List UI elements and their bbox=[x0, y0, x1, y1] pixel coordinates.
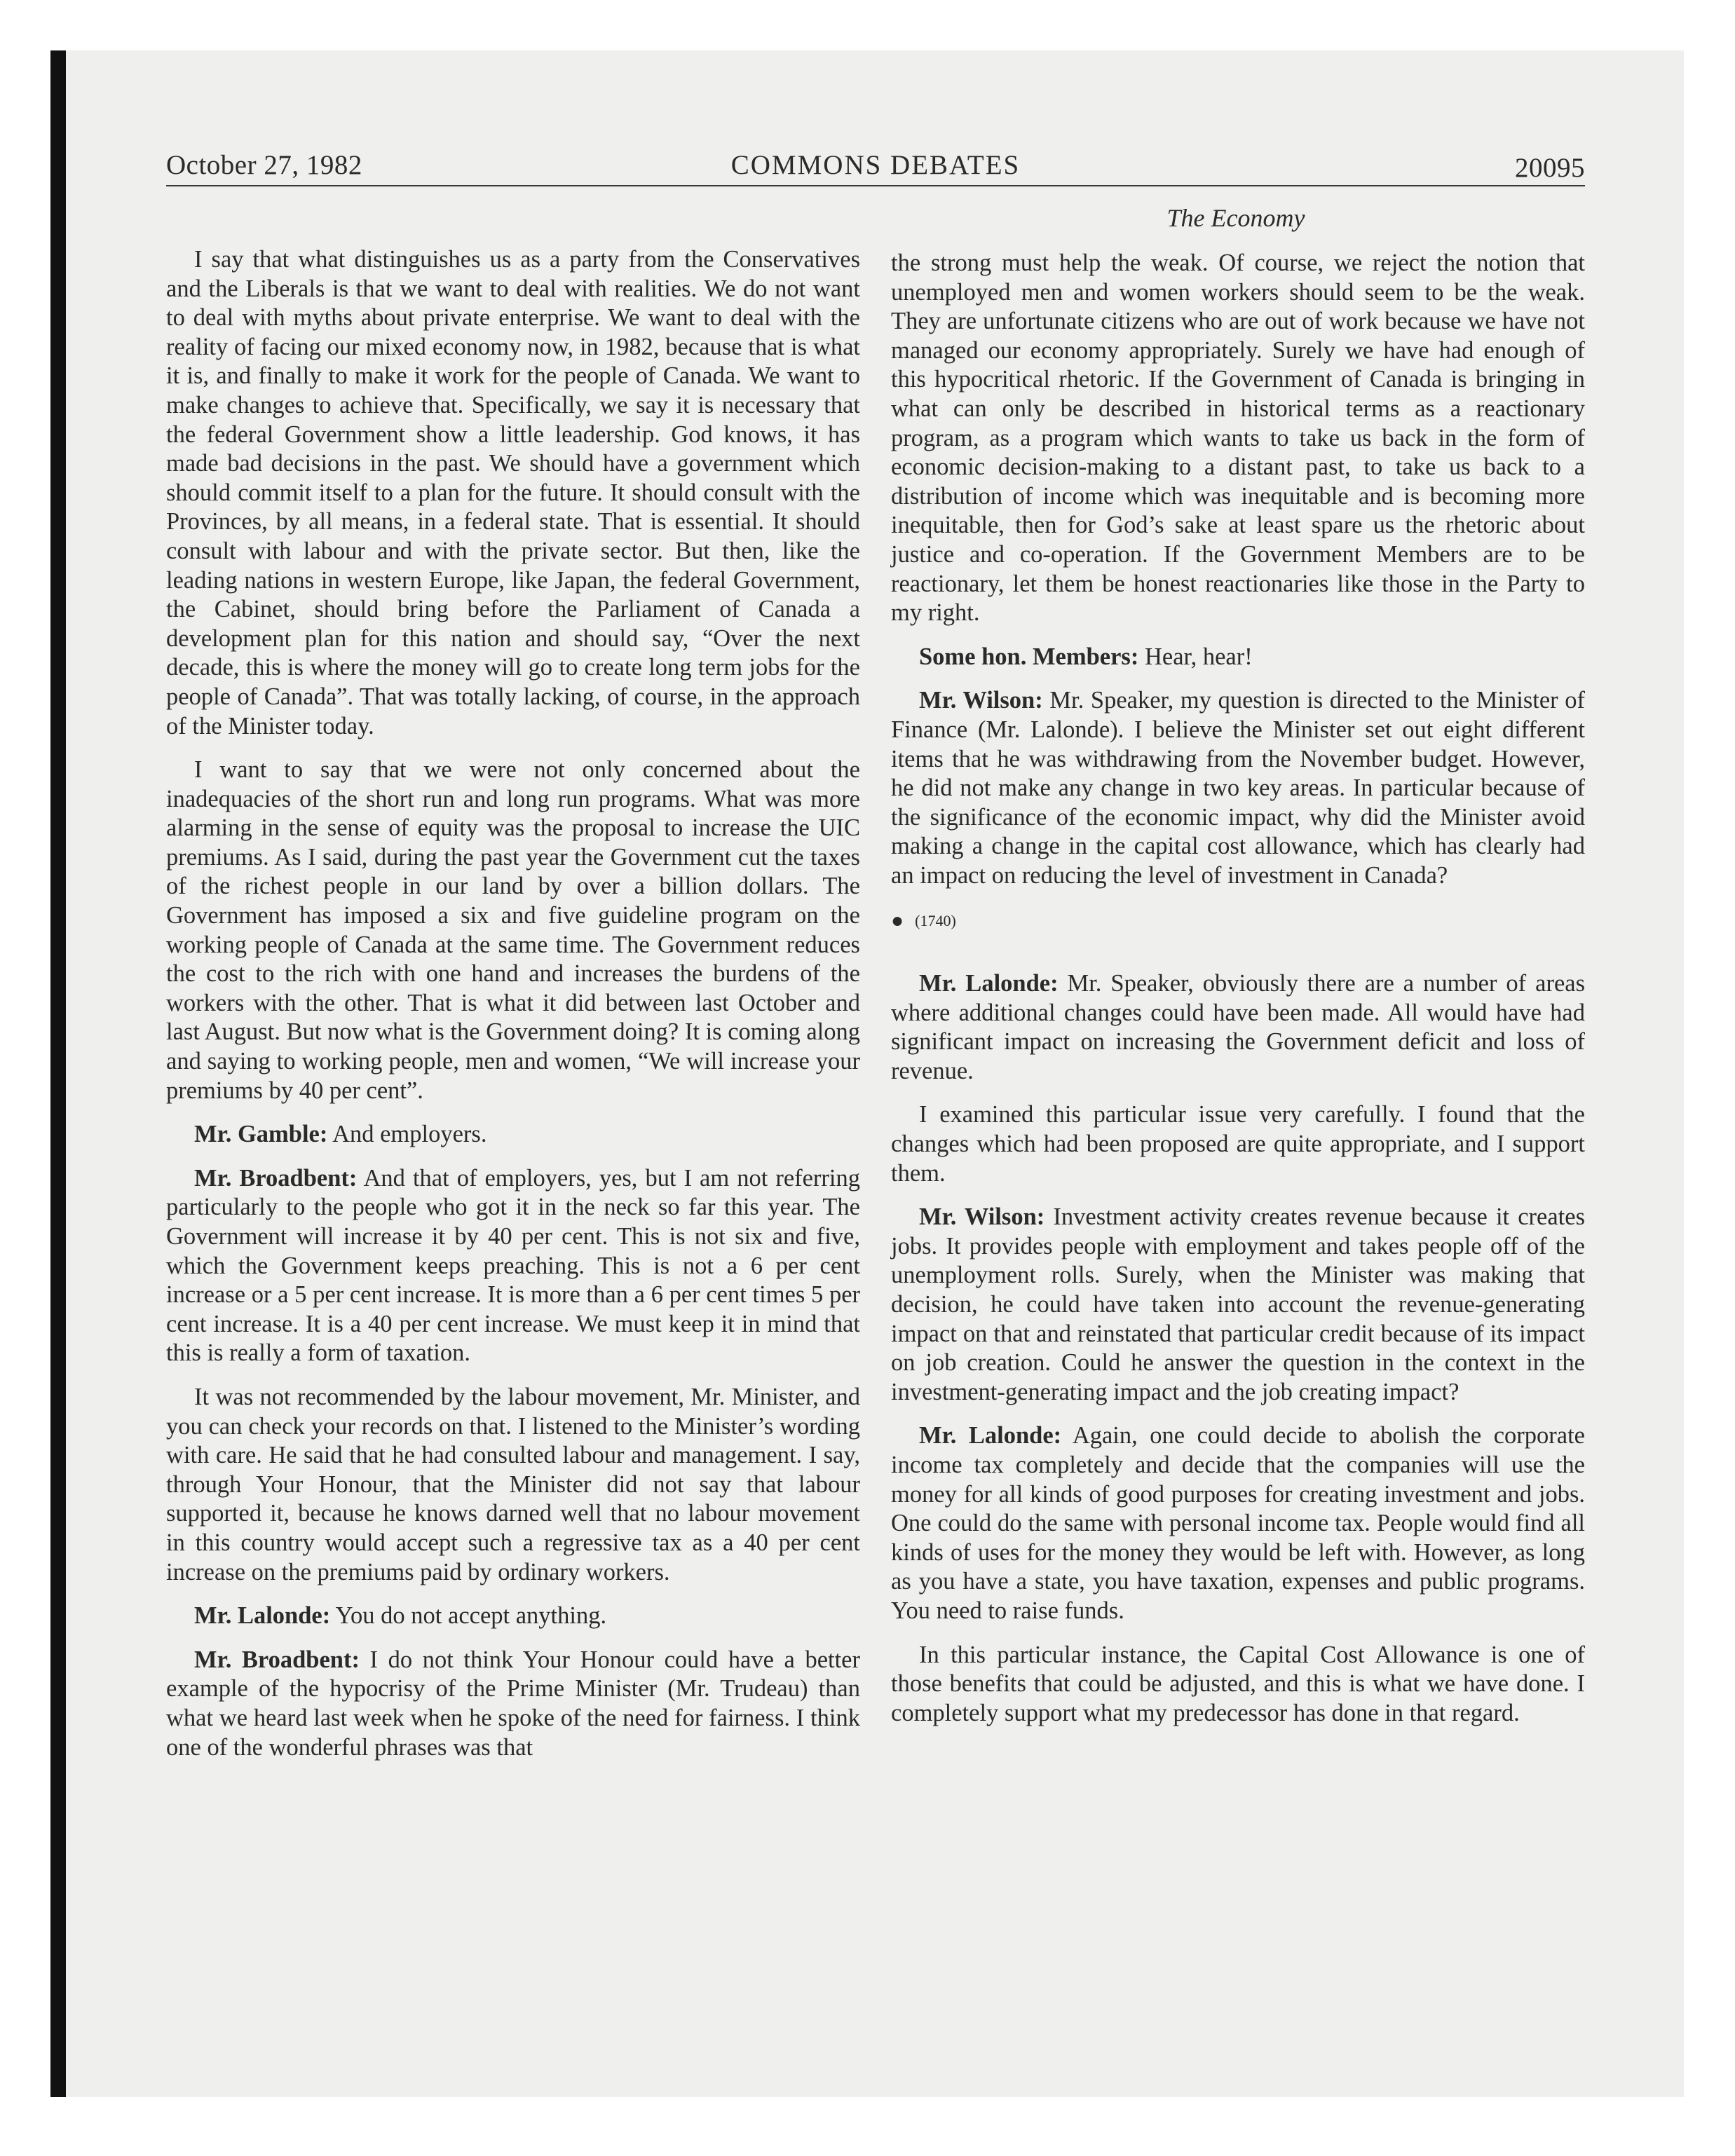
paragraph: In this particular instance, the Capital Cost Allowance is one of those benefits that could be adjusted, and this is what we have done. I completely support what my predecessor has done in that regard. bbox=[891, 1641, 1585, 1726]
speech-text: And that of employers, yes, but I am not referring particularly to the people who got it in the neck so far this year. The Government will increase it by 40 per cent. This is not six and five, which the Government keeps preaching. This is not a 6 per cent increase or a 5 per cent increase. It is more than a 6 per cent times 5 per cent increase. It is a 40 per cent increase. We must keep it in mind that this is really a form of taxation. bbox=[166, 1164, 860, 1367]
speaker-name: Mr. Lalonde: bbox=[919, 1422, 1062, 1449]
speaker-name: Mr. Gamble: bbox=[194, 1121, 328, 1148]
speaker-name: Mr. Lalonde: bbox=[919, 970, 1059, 997]
speech-paragraph bbox=[891, 1203, 1585, 1407]
header-date: October 27, 1982 bbox=[166, 150, 362, 180]
speaker-name: Mr. Wilson: bbox=[919, 687, 1043, 714]
speech-paragraph bbox=[891, 686, 1585, 890]
speech-text: I do not think Your Honour could have a better example of the hypocrisy of the Prime Minister (Mr. Trudeau) than what we heard last week when he spoke of the need for fairness. I think one of the wonderful phrases was that bbox=[166, 1646, 860, 1761]
speech-paragraph bbox=[166, 1120, 860, 1149]
speaker-name: Mr. Broadbent: bbox=[194, 1164, 358, 1192]
speech-paragraph bbox=[891, 643, 1585, 672]
paragraph: I examined this particular issue very carefully. I found that the changes which had been proposed are quite appropriate, and I support them. bbox=[891, 1101, 1585, 1187]
speech-paragraph bbox=[166, 1602, 860, 1631]
speech-text: And employers. bbox=[327, 1121, 487, 1148]
paragraph: I want to say that we were not only concerned about the inadequacies of the short run and long run programs. What was more alarming in the sense of equity was the proposal to increase the UIC premiums. As I said, during the past year the Government cut the taxes of the richest people in our land by over a billion dollars. The Government has imposed a six and five guideline program on the working people of Canada at the same time. The Government reduces the cost to the rich with one hand and increases the burdens of the workers with the other. That is what it did between last October and last August. But now what is the Government doing? It is coming along and saying to working people, men and women, “We will increase your premiums by 40 per cent”. bbox=[166, 756, 860, 1104]
left-column bbox=[166, 245, 860, 1777]
speaker-name: Some hon. Members: bbox=[919, 643, 1139, 670]
time-marker bbox=[891, 905, 1585, 936]
header-publication: COMMONS DEBATES bbox=[730, 150, 1021, 180]
time-marker-label: (1740) bbox=[915, 912, 956, 930]
section-title: The Economy bbox=[1166, 204, 1305, 232]
speech-text: Investment activity creates revenue because it creates jobs. It provides people with employment and takes people off of the unemployment rolls. Surely, when the Minister was making that decision, he could have taken into account the revenue-generating impact on that and reinstated that particular credit because of its impact on job creation. Could he answer the question in the context in the investment-generating impact and the job creating impact? bbox=[891, 1203, 1585, 1405]
bullet-icon: ● bbox=[891, 909, 904, 933]
binding-edge bbox=[50, 50, 66, 2097]
speech-paragraph bbox=[166, 1646, 860, 1762]
speech-text: Again, one could decide to abolish the corporate income tax completely and decide that the companies will use the money for all kinds of good purposes for creating investment and jobs. One could do the same with personal income tax. People would find all kinds of uses for the money they would be left with. However, as long as you have a state, you have taxation, expenses and public programs. You need to raise funds. bbox=[891, 1422, 1586, 1624]
running-header bbox=[166, 149, 1585, 185]
page-number: 20095 bbox=[1515, 153, 1585, 183]
header-rule bbox=[166, 185, 1585, 186]
paragraph: It was not recommended by the labour movement, Mr. Minister, and you can check your records on that. I listened to the Minister’s wording with care. He said that he had consulted labour and management. I say, through Your Honour, that the Minister did not say that labour supported it, because he knows darned well that no labour movement in this country would accept such a regressive tax as a 40 per cent increase on the premiums paid by ordinary workers. bbox=[166, 1383, 860, 1585]
right-column bbox=[891, 249, 1585, 1742]
speaker-name: Mr. Broadbent: bbox=[194, 1646, 360, 1673]
speaker-name: Mr. Wilson: bbox=[919, 1203, 1045, 1231]
paragraph: I say that what distinguishes us as a party from the Conservatives and the Liberals is that we want to deal with realities. We do not want to deal with myths about private enterprise. We want to deal with the reality of facing our mixed economy now, in 1982, because that is what it is, and finally to make it work for the people of Canada. We want to make changes to achieve that. Specifically, we say it is necessary that the federal Government show a little leadership. God knows, it has made bad decisions in the past. We should have a government which should commit itself to a plan for the future. It should consult with the Provinces, by all means, in a federal state. That is essential. It should consult with labour and with the private sector. But then, like the leading nations in western Europe, like Japan, the federal Government, the Cabinet, should bring before the Parliament of Canada a development plan for this nation and should say, “Over the next decade, this is where the money will go to create long term jobs for the people of Canada”. That was totally lacking, of course, in the approach of the Minister today. bbox=[166, 246, 860, 739]
speech-text: Mr. Speaker, my question is directed to the Minister of Finance (Mr. Lalonde). I believe the Minister set out eight different items that he was withdrawing from the November budget. However, he did not make any change in two key areas. In particular because of the significance of the economic impact, why did the Minister avoid making a change in the capital cost allowance, which has clearly had an impact on reducing the level of investment in Canada? bbox=[891, 687, 1586, 889]
speech-paragraph bbox=[166, 1164, 860, 1368]
speech-text: Hear, hear! bbox=[1138, 643, 1253, 670]
speaker-name: Mr. Lalonde: bbox=[194, 1602, 331, 1630]
speech-text: Mr. Speaker, obviously there are a number of areas where additional changes could have been made. All would have had significant impact on increasing the Government deficit and loss of revenue. bbox=[891, 970, 1585, 1084]
speech-text: You do not accept anything. bbox=[330, 1602, 607, 1630]
speech-paragraph bbox=[891, 969, 1585, 1086]
paragraph: the strong must help the weak. Of course, we reject the notion that unemployed men and women workers should seem to be the weak. They are unfortunate citizens who are out of work because we have not managed our economy appropriately. Surely we have had enough of this hypocritical rhetoric. If the Government of Canada is bringing in what can only be described in historical terms as a reactionary program, as a program which wants to take us back in the form of economic decision-making to a distant past, to take us back to a distribution of income which was inequitable and is becoming more inequitable, then for God’s sake at least spare us the rhetoric about justice and co-operation. If the Government Members are to be reactionary, let them be honest reactionaries like those in the Party to my right. bbox=[891, 250, 1585, 627]
speech-paragraph bbox=[891, 1421, 1585, 1625]
